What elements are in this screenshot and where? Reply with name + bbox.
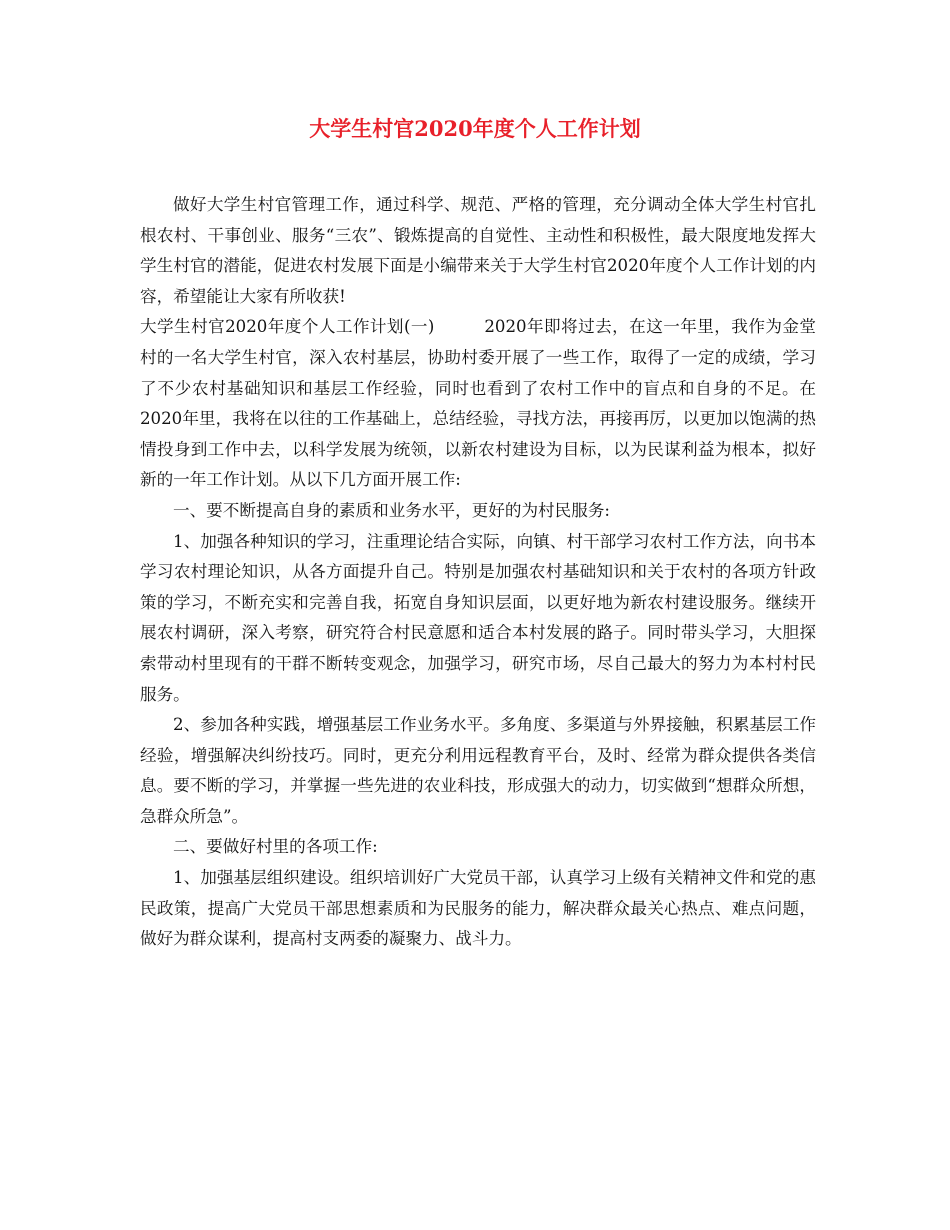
- part1-item1: 1、加强各种知识的学习，注重理论结合实际，向镇、村干部学习农村工作方法，向书本学习农村理论知识，从各方面提升自己。特别是加强农村基础知识和关于农村的各项方针政策的学习，不断充实和完善自我，拓宽自身知识层面，以更好地为新农村建设服务。继续开展农村调研，深入考察，研究符合村民意愿和适合本村发展的路子。同时带头学习，大胆探索带动村里现有的干群不断转变观念，加强学习，研究市场，尽自己最大的努力为本村村民服务。: [140, 531, 816, 704]
- document-title: 大学生村官2020年度个人工作计划: [309, 116, 641, 141]
- document-body: [140, 190, 816, 955]
- section-body: 2020年即将过去，在这一年里，我作为金堂村的一名大学生村官，深入农村基层，协助村委开展了一些工作，取得了一定的成绩，学习了不少农村基础知识和基层工作经验，同时也看到了农村工作中的盲点和自身的不足。在2020年里，我将在以往的工作基础上，总结经验，寻找方法，再接再厉，以更加以饱满的热情投身到工作中去，以科学发展为统领，以新农村建设为目标，以为民谋利益为根本，拟好新的一年工作计划。从以下几方面开展工作:: [140, 317, 816, 490]
- part2-heading: 二、要做好村里的各项工作:: [173, 837, 378, 857]
- part1-heading: 一、要不断提高自身的素质和业务水平，更好的为村民服务:: [173, 500, 611, 520]
- part2-item1: 1、加强基层组织建设。组织培训好广大党员干部，认真学习上级有关精神文件和党的惠民政策，提高广大党员干部思想素质和为民服务的能力，解决群众最关心热点、难点问题，做好为群众谋利，提高村支两委的凝聚力、战斗力。: [140, 868, 816, 949]
- intro-paragraph: 做好大学生村官管理工作，通过科学、规范、严格的管理，充分调动全体大学生村官扎根农村、干事创业、服务“三农”、锻炼提高的自觉性、主动性和积极性，最大限度地发挥大学生村官的潜能，促进农村发展下面是小编带来关于大学生村官2020年度个人工作计划的内容，希望能让大家有所收获!: [140, 195, 816, 306]
- section-heading: 大学生村官2020年度个人工作计划(一): [140, 317, 435, 337]
- part1-item2: 2、参加各种实践，增强基层工作业务水平。多角度、多渠道与外界接触，积累基层工作经验，增强解决纠纷技巧。同时，更充分利用远程教育平台，及时、经常为群众提供各类信息。要不断的学习，并掌握一些先进的农业科技，形成强大的动力，切实做到“想群众所想，急群众所急”。: [140, 715, 816, 826]
- section-paragraph: [140, 312, 816, 496]
